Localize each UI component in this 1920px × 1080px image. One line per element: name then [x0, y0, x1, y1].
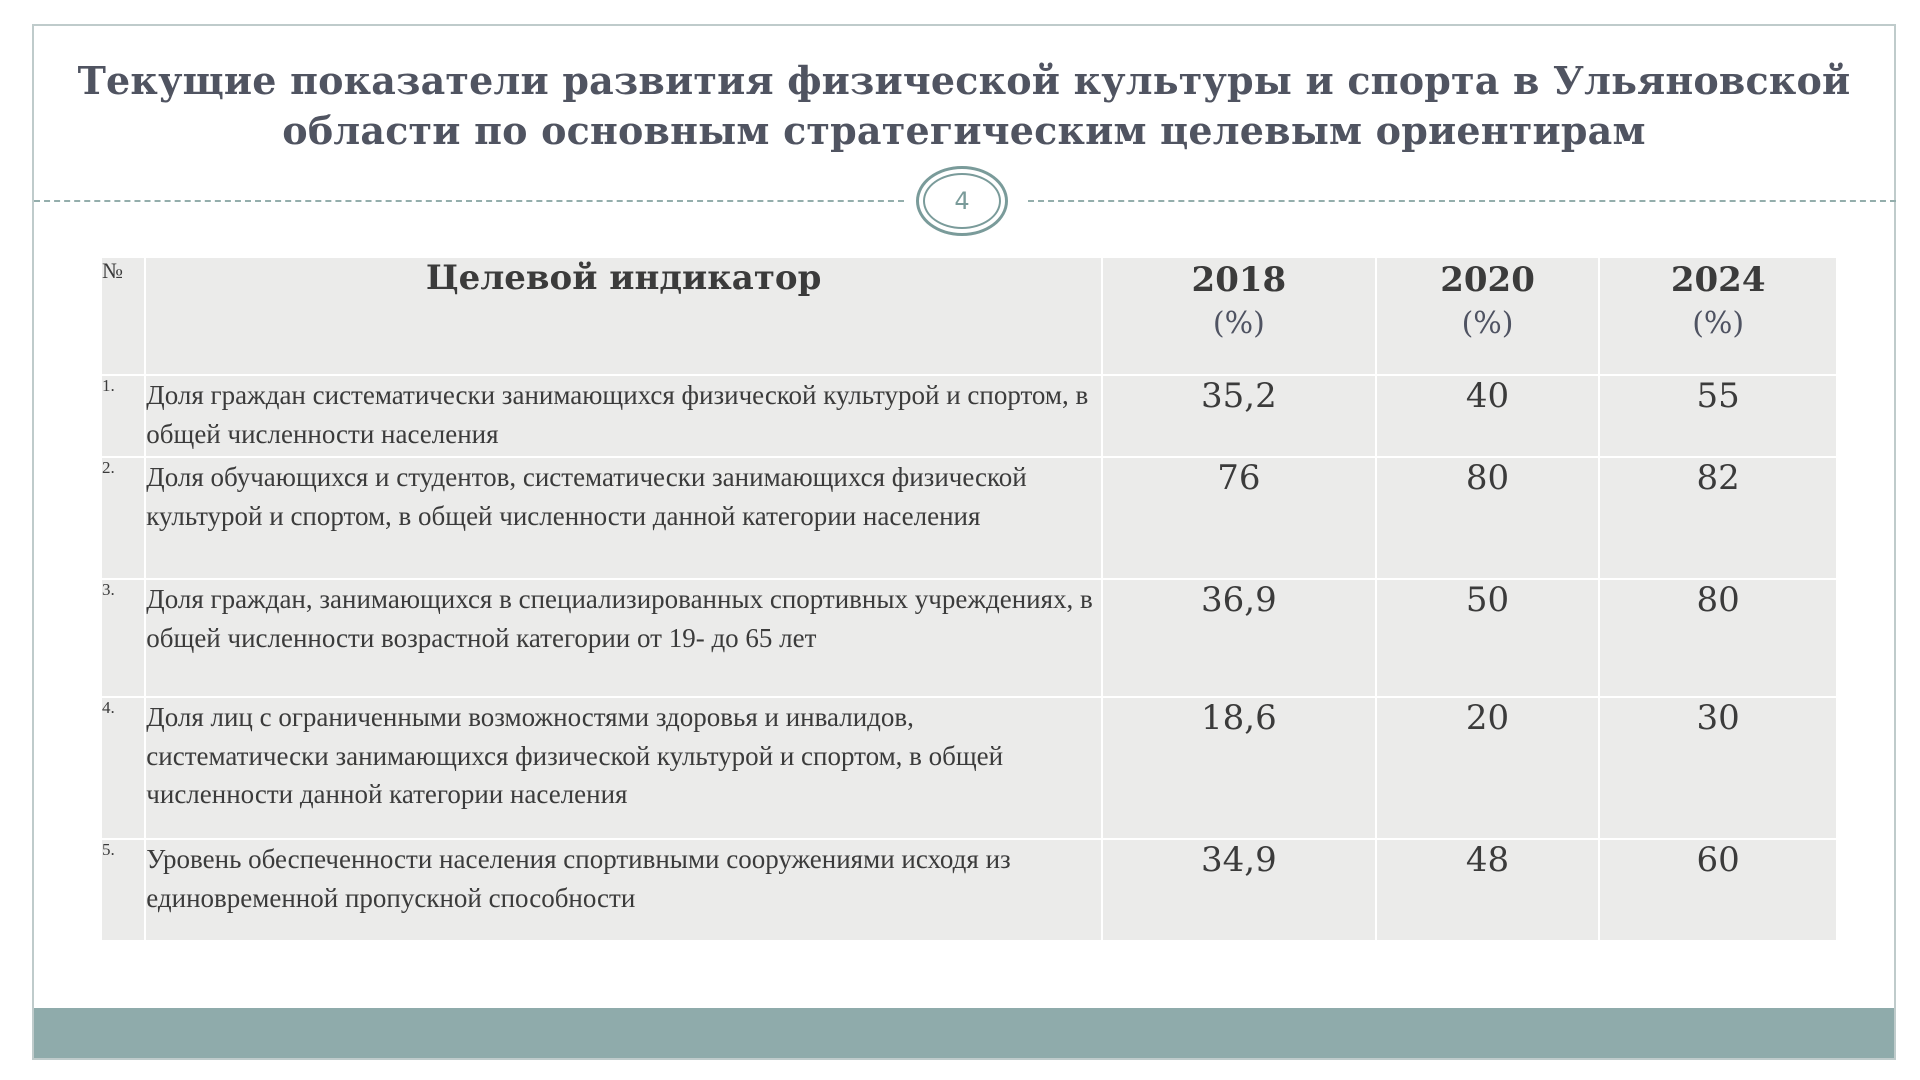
row-number: 4.: [101, 697, 145, 839]
header-year-unit: (%): [1461, 306, 1514, 341]
table-row: [101, 697, 1837, 839]
header-year-unit: (%): [1692, 306, 1745, 341]
row-value-2024: 82: [1599, 457, 1837, 579]
page-number: 4: [954, 187, 970, 215]
divider-left: [34, 200, 904, 202]
row-value-2024: 80: [1599, 579, 1837, 697]
header-year-2018: [1102, 257, 1376, 375]
row-value-2018: 35,2: [1102, 375, 1376, 457]
row-indicator: Доля лиц с ограниченными возможностями здоровья и инвалидов, систематически занимающихся физической культурой и спортом, в общей численности данной категории населения: [145, 697, 1102, 839]
header-year-2020: [1376, 257, 1600, 375]
indicators-table: [100, 256, 1838, 942]
row-value-2018: 34,9: [1102, 839, 1376, 941]
row-indicator: Доля обучающихся и студентов, систематически занимающихся физической культурой и спортом, в общей численности данной категории населения: [145, 457, 1102, 579]
header-year-label: 2024: [1670, 260, 1766, 300]
table-row: [101, 579, 1837, 697]
row-indicator: Доля граждан, занимающихся в специализированных спортивных учреждениях, в общей численности возрастной категории от 19- до 65 лет: [145, 579, 1102, 697]
row-indicator: Уровень обеспеченности населения спортивными сооружениями исходя из единовременной пропускной способности: [145, 839, 1102, 941]
page-number-badge: [916, 166, 1008, 236]
row-value-2020: 40: [1376, 375, 1600, 457]
row-number: 5.: [101, 839, 145, 941]
row-value-2024: 60: [1599, 839, 1837, 941]
slide-title-line-1: Текущие показатели развития физической культуры и спорта в Ульяновской: [77, 58, 1851, 103]
row-value-2018: 18,6: [1102, 697, 1376, 839]
table-row: [101, 457, 1837, 579]
header-number: №: [101, 257, 145, 375]
row-value-2018: 76: [1102, 457, 1376, 579]
divider-right: [1028, 200, 1896, 202]
table-row: [101, 839, 1837, 941]
slide: [32, 24, 1896, 1060]
row-indicator: Доля граждан систематически занимающихся физической культурой и спортом, в общей численности населения: [145, 375, 1102, 457]
header-indicator: Целевой индикатор: [145, 257, 1102, 375]
slide-title-line-2: области по основным стратегическим целевым ориентирам: [282, 108, 1646, 153]
row-value-2024: 55: [1599, 375, 1837, 457]
row-value-2020: 48: [1376, 839, 1600, 941]
row-number: 1.: [101, 375, 145, 457]
row-value-2020: 50: [1376, 579, 1600, 697]
table-row: [101, 375, 1837, 457]
row-value-2020: 20: [1376, 697, 1600, 839]
table-header-row: [101, 257, 1837, 375]
header-year-2024: [1599, 257, 1837, 375]
row-value-2018: 36,9: [1102, 579, 1376, 697]
header-year-label: 2018: [1191, 260, 1287, 300]
row-number: 2.: [101, 457, 145, 579]
row-value-2024: 30: [1599, 697, 1837, 839]
header-year-label: 2020: [1440, 260, 1535, 300]
slide-title: [34, 56, 1894, 156]
footer-bar: [34, 1008, 1894, 1058]
row-value-2020: 80: [1376, 457, 1600, 579]
row-number: 3.: [101, 579, 145, 697]
header-year-unit: (%): [1212, 306, 1265, 341]
